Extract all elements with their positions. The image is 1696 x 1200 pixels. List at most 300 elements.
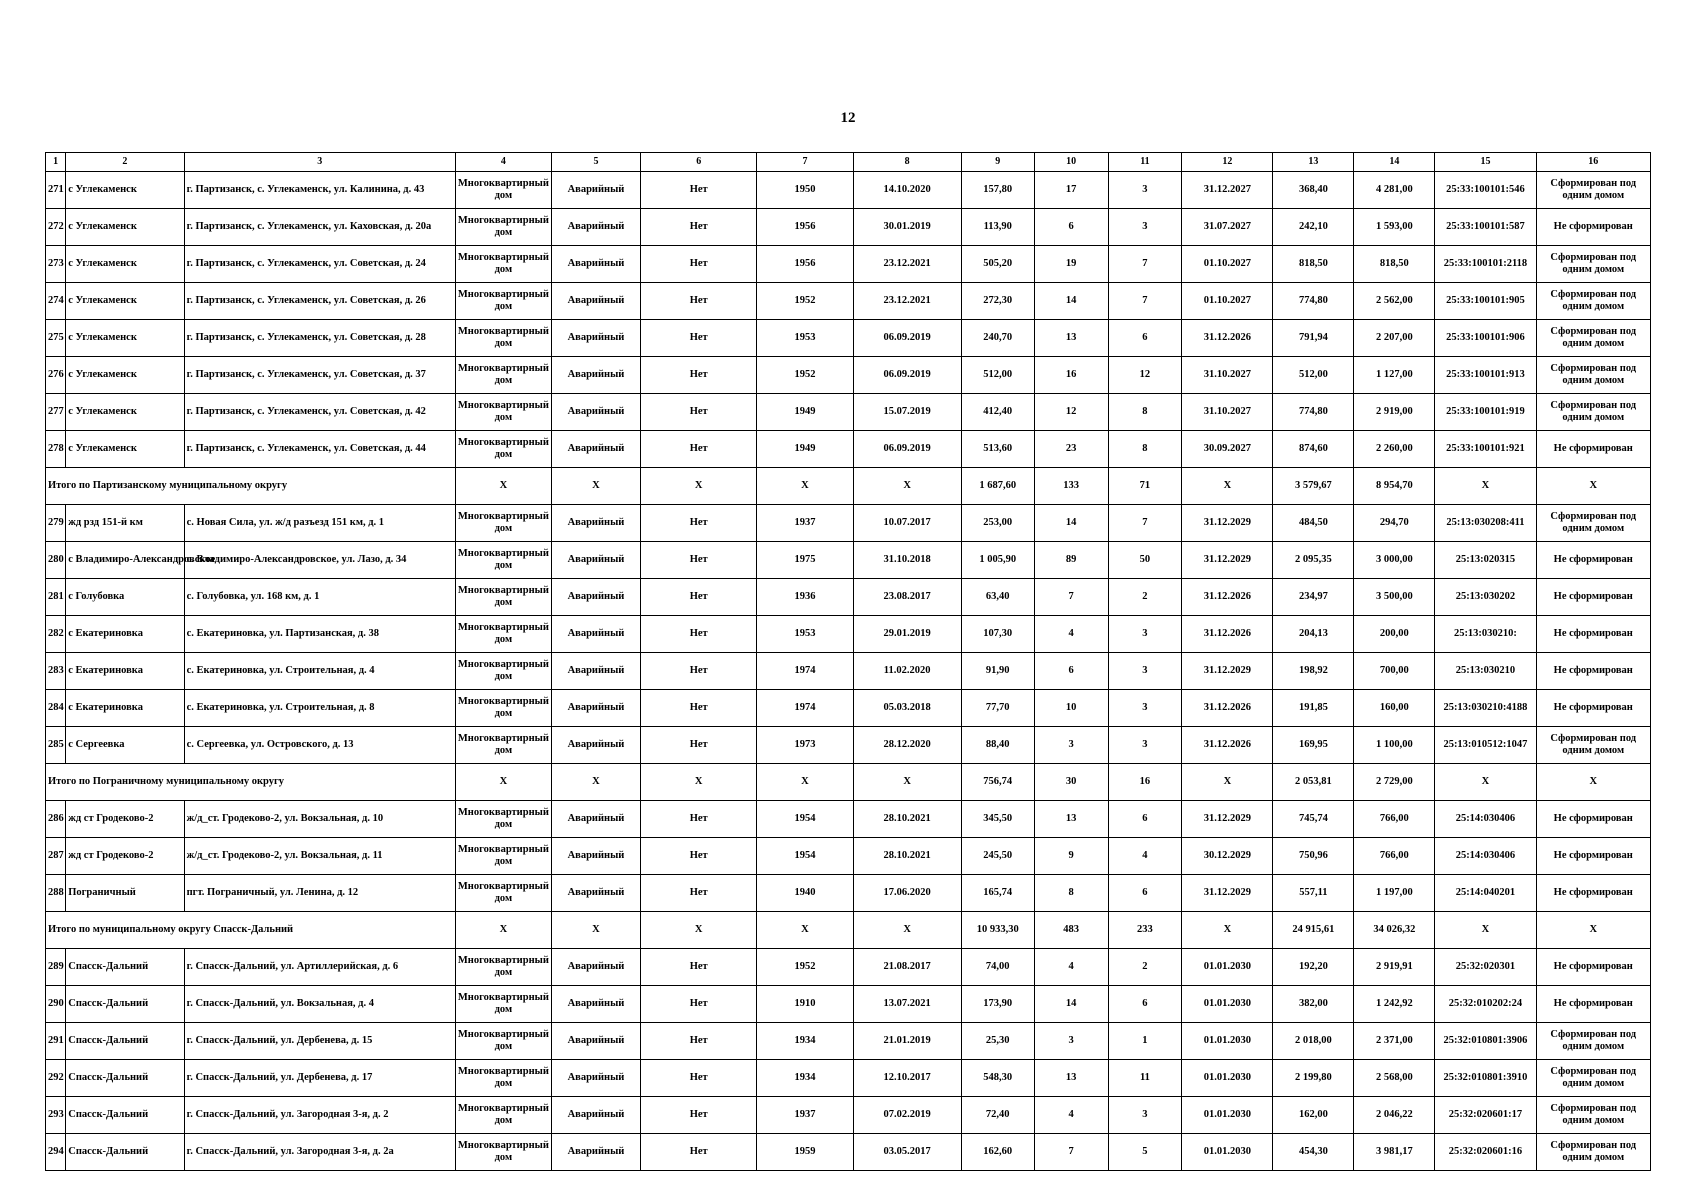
subtotal-cell: X	[1182, 912, 1273, 949]
table-cell: 05.03.2018	[853, 690, 961, 727]
table-cell: 31.12.2026	[1182, 727, 1273, 764]
table-cell: 281	[46, 579, 66, 616]
table-cell: 25:33:100101:587	[1435, 209, 1536, 246]
table-cell: Спасск-Дальний	[66, 1134, 184, 1171]
table-cell: с. Новая Сила, ул. ж/д разъезд 151 км, д. 1	[184, 505, 455, 542]
table-cell: 50	[1108, 542, 1182, 579]
table-cell: 25:14:030406	[1435, 801, 1536, 838]
table-cell: с Екатериновка	[66, 653, 184, 690]
table-cell: ж/д_ст. Гродеково-2, ул. Вокзальная, д. 11	[184, 838, 455, 875]
table-cell: Аварийный	[551, 579, 640, 616]
column-header: 10	[1034, 153, 1108, 172]
subtotal-cell: X	[1536, 764, 1650, 801]
table-cell: Аварийный	[551, 801, 640, 838]
table-row	[46, 357, 1651, 394]
table-cell: 557,11	[1273, 875, 1354, 912]
table-cell: 2 018,00	[1273, 1023, 1354, 1060]
table-cell: 2 199,80	[1273, 1060, 1354, 1097]
table-cell: 1910	[757, 986, 853, 1023]
subtotal-cell: 71	[1108, 468, 1182, 505]
table-cell: 280	[46, 542, 66, 579]
table-cell: Нет	[641, 949, 757, 986]
subtotal-cell: X	[853, 912, 961, 949]
table-cell: 31.10.2027	[1182, 357, 1273, 394]
table-cell: 13	[1034, 1060, 1108, 1097]
subtotal-cell: 3 579,67	[1273, 468, 1354, 505]
table-cell: 31.12.2026	[1182, 616, 1273, 653]
table-cell: Многоквартирный дом	[455, 1134, 551, 1171]
table-cell: 21.01.2019	[853, 1023, 961, 1060]
table-row	[46, 505, 1651, 542]
table-cell: Нет	[641, 394, 757, 431]
subtotal-cell: X	[757, 912, 853, 949]
column-header: 3	[184, 153, 455, 172]
table-cell: 1937	[757, 1097, 853, 1134]
table-cell: 3	[1034, 727, 1108, 764]
table-cell: Аварийный	[551, 209, 640, 246]
table-cell: Не сформирован	[1536, 579, 1650, 616]
subtotal-cell: 16	[1108, 764, 1182, 801]
table-cell: Сформирован под одним домом	[1536, 727, 1650, 764]
table-cell: 31.10.2027	[1182, 394, 1273, 431]
table-cell: 6	[1108, 875, 1182, 912]
table-cell: 25:13:030210	[1435, 653, 1536, 690]
table-cell: 700,00	[1354, 653, 1435, 690]
table-cell: 8	[1034, 875, 1108, 912]
table-cell: Аварийный	[551, 838, 640, 875]
table-cell: 275	[46, 320, 66, 357]
table-cell: 253,00	[961, 505, 1034, 542]
table-cell: 368,40	[1273, 172, 1354, 209]
table-cell: Спасск-Дальний	[66, 986, 184, 1023]
table-cell: г. Партизанск, с. Углекаменск, ул. Советская, д. 42	[184, 394, 455, 431]
table-cell: 6	[1108, 320, 1182, 357]
table-cell: 25:33:100101:921	[1435, 431, 1536, 468]
subtotal-cell: X	[757, 468, 853, 505]
subtotal-cell: X	[455, 764, 551, 801]
table-cell: 11.02.2020	[853, 653, 961, 690]
table-cell: 1940	[757, 875, 853, 912]
table-cell: 13.07.2021	[853, 986, 961, 1023]
table-cell: 23.12.2021	[853, 246, 961, 283]
table-cell: 01.01.2030	[1182, 986, 1273, 1023]
table-row	[46, 986, 1651, 1023]
table-cell: 25:13:010512:1047	[1435, 727, 1536, 764]
table-row	[46, 690, 1651, 727]
table-cell: 23.12.2021	[853, 283, 961, 320]
table-cell: Сформирован под одним домом	[1536, 1060, 1650, 1097]
table-cell: 31.12.2029	[1182, 801, 1273, 838]
table-cell: 290	[46, 986, 66, 1023]
table-cell: 14	[1034, 505, 1108, 542]
table-cell: с Владимиро-Александровское	[66, 542, 184, 579]
table-cell: 192,20	[1273, 949, 1354, 986]
table-cell: Многоквартирный дом	[455, 431, 551, 468]
table-cell: 16	[1034, 357, 1108, 394]
table-cell: 294,70	[1354, 505, 1435, 542]
table-cell: 382,00	[1273, 986, 1354, 1023]
table-cell: с Сергеевка	[66, 727, 184, 764]
table-cell: Сформирован под одним домом	[1536, 1097, 1650, 1134]
table-cell: 512,00	[1273, 357, 1354, 394]
subtotal-cell: X	[551, 764, 640, 801]
table-cell: жд ст Гродеково-2	[66, 801, 184, 838]
table-row	[46, 172, 1651, 209]
table-cell: Сформирован под одним домом	[1536, 394, 1650, 431]
table-cell: 2 260,00	[1354, 431, 1435, 468]
table-cell: 345,50	[961, 801, 1034, 838]
table-cell: Аварийный	[551, 727, 640, 764]
table-cell: 157,80	[961, 172, 1034, 209]
table-cell: 285	[46, 727, 66, 764]
table-cell: 2 046,22	[1354, 1097, 1435, 1134]
subtotal-cell: X	[455, 912, 551, 949]
table-cell: с Углекаменск	[66, 283, 184, 320]
table-cell: 25:32:010801:3906	[1435, 1023, 1536, 1060]
table-cell: 278	[46, 431, 66, 468]
table-cell: 160,00	[1354, 690, 1435, 727]
table-row	[46, 949, 1651, 986]
table-cell: Не сформирован	[1536, 875, 1650, 912]
table-cell: с Углекаменск	[66, 431, 184, 468]
table-cell: 25:33:100101:2118	[1435, 246, 1536, 283]
table-cell: Многоквартирный дом	[455, 505, 551, 542]
table-cell: 19	[1034, 246, 1108, 283]
table-cell: 6	[1108, 801, 1182, 838]
table-cell: 28.10.2021	[853, 838, 961, 875]
column-header: 16	[1536, 153, 1650, 172]
table-cell: Нет	[641, 283, 757, 320]
column-header: 8	[853, 153, 961, 172]
table-cell: Аварийный	[551, 986, 640, 1023]
table-cell: Многоквартирный дом	[455, 542, 551, 579]
table-cell: 3	[1108, 727, 1182, 764]
column-header: 11	[1108, 153, 1182, 172]
table-cell: 5	[1108, 1134, 1182, 1171]
table-row	[46, 283, 1651, 320]
column-header: 7	[757, 153, 853, 172]
table-cell: Не сформирован	[1536, 801, 1650, 838]
table-cell: 513,60	[961, 431, 1034, 468]
table-cell: 3 981,17	[1354, 1134, 1435, 1171]
table-cell: с Екатериновка	[66, 690, 184, 727]
table-cell: Нет	[641, 542, 757, 579]
table-row	[46, 616, 1651, 653]
column-header: 9	[961, 153, 1034, 172]
table-cell: Нет	[641, 1023, 757, 1060]
table-cell: 1959	[757, 1134, 853, 1171]
table-cell: 6	[1034, 653, 1108, 690]
table-cell: 28.12.2020	[853, 727, 961, 764]
table-cell: 17.06.2020	[853, 875, 961, 912]
table-cell: 06.09.2019	[853, 320, 961, 357]
table-cell: Аварийный	[551, 1097, 640, 1134]
table-cell: 31.12.2029	[1182, 542, 1273, 579]
table-cell: 25:33:100101:913	[1435, 357, 1536, 394]
table-cell: 273	[46, 246, 66, 283]
table-cell: Не сформирован	[1536, 986, 1650, 1023]
subtotal-cell: X	[1435, 912, 1536, 949]
subtotal-cell: X	[1182, 468, 1273, 505]
table-cell: Нет	[641, 838, 757, 875]
table-cell: Сформирован под одним домом	[1536, 357, 1650, 394]
table-cell: 31.12.2026	[1182, 320, 1273, 357]
table-cell: с Углекаменск	[66, 172, 184, 209]
table-cell: Нет	[641, 1060, 757, 1097]
column-header: 1	[46, 153, 66, 172]
table-cell: жд рзд 151-й км	[66, 505, 184, 542]
table-cell: 4	[1108, 838, 1182, 875]
table-cell: г. Партизанск, с. Углекаменск, ул. Советская, д. 44	[184, 431, 455, 468]
table-cell: с. Екатериновка, ул. Строительная, д. 4	[184, 653, 455, 690]
subtotal-cell: X	[757, 764, 853, 801]
table-cell: 1952	[757, 357, 853, 394]
table-row	[46, 801, 1651, 838]
table-cell: 3	[1108, 690, 1182, 727]
table-cell: г. Партизанск, с. Углекаменск, ул. Советская, д. 24	[184, 246, 455, 283]
table-cell: 505,20	[961, 246, 1034, 283]
table-cell: 30.09.2027	[1182, 431, 1273, 468]
table-cell: 162,60	[961, 1134, 1034, 1171]
table-row	[46, 431, 1651, 468]
table-cell: 01.01.2030	[1182, 1023, 1273, 1060]
table-cell: Не сформирован	[1536, 949, 1650, 986]
table-cell: Аварийный	[551, 394, 640, 431]
subtotal-label: Итого по Пограничному муниципальному округу	[46, 764, 456, 801]
table-cell: 7	[1108, 505, 1182, 542]
table-cell: Многоквартирный дом	[455, 246, 551, 283]
table-cell: Аварийный	[551, 283, 640, 320]
column-header: 14	[1354, 153, 1435, 172]
table-row	[46, 875, 1651, 912]
table-cell: 3	[1034, 1023, 1108, 1060]
table-cell: 8	[1108, 394, 1182, 431]
table-cell: 1950	[757, 172, 853, 209]
table-cell: 89	[1034, 542, 1108, 579]
table-cell: 14.10.2020	[853, 172, 961, 209]
table-cell: Спасск-Дальний	[66, 1097, 184, 1134]
table-cell: 2 371,00	[1354, 1023, 1435, 1060]
table-cell: Спасск-Дальний	[66, 1023, 184, 1060]
table-row	[46, 727, 1651, 764]
table-cell: Нет	[641, 505, 757, 542]
table-cell: Сформирован под одним домом	[1536, 246, 1650, 283]
table-cell: 1 197,00	[1354, 875, 1435, 912]
table-cell: 1	[1108, 1023, 1182, 1060]
table-cell: 3	[1108, 172, 1182, 209]
table-cell: Аварийный	[551, 616, 640, 653]
table-cell: Нет	[641, 616, 757, 653]
subtotal-cell: 8 954,70	[1354, 468, 1435, 505]
table-row	[46, 246, 1651, 283]
table-cell: 1 593,00	[1354, 209, 1435, 246]
page-number: 12	[840, 110, 856, 126]
table-cell: Нет	[641, 690, 757, 727]
table-cell: 1956	[757, 209, 853, 246]
table-cell: Спасск-Дальний	[66, 1060, 184, 1097]
table-cell: Нет	[641, 801, 757, 838]
table-cell: 287	[46, 838, 66, 875]
table-cell: 1934	[757, 1060, 853, 1097]
table-cell: 06.09.2019	[853, 431, 961, 468]
table-cell: 272	[46, 209, 66, 246]
table-cell: Аварийный	[551, 1060, 640, 1097]
table-cell: 292	[46, 1060, 66, 1097]
table-cell: Нет	[641, 1097, 757, 1134]
subtotal-cell: 30	[1034, 764, 1108, 801]
table-row	[46, 1134, 1651, 1171]
table-cell: 1949	[757, 431, 853, 468]
subtotal-cell: 2 053,81	[1273, 764, 1354, 801]
table-cell: 1956	[757, 246, 853, 283]
table-cell: 274	[46, 283, 66, 320]
table-cell: Многоквартирный дом	[455, 209, 551, 246]
table-cell: 31.12.2027	[1182, 172, 1273, 209]
table-cell: 1953	[757, 320, 853, 357]
table-cell: Многоквартирный дом	[455, 579, 551, 616]
table-cell: Многоквартирный дом	[455, 690, 551, 727]
table-cell: 1975	[757, 542, 853, 579]
table-cell: Нет	[641, 727, 757, 764]
subtotal-cell: X	[455, 468, 551, 505]
table-cell: 25:13:020315	[1435, 542, 1536, 579]
table-cell: Многоквартирный дом	[455, 616, 551, 653]
table-cell: 7	[1108, 246, 1182, 283]
table-cell: Не сформирован	[1536, 616, 1650, 653]
table-cell: 774,80	[1273, 283, 1354, 320]
table-cell: 279	[46, 505, 66, 542]
table-cell: 1973	[757, 727, 853, 764]
table-cell: 2 095,35	[1273, 542, 1354, 579]
table-cell: г. Партизанск, с. Углекаменск, ул. Каховская, д. 20а	[184, 209, 455, 246]
subtotal-cell: X	[641, 468, 757, 505]
table-cell: 484,50	[1273, 505, 1354, 542]
table-cell: Многоквартирный дом	[455, 1023, 551, 1060]
table-cell: 31.12.2029	[1182, 875, 1273, 912]
table-cell: Нет	[641, 172, 757, 209]
table-row	[46, 653, 1651, 690]
subtotal-cell: X	[641, 764, 757, 801]
table-cell: 191,85	[1273, 690, 1354, 727]
table-cell: 7	[1108, 283, 1182, 320]
subtotal-cell: 1 687,60	[961, 468, 1034, 505]
table-cell: Аварийный	[551, 320, 640, 357]
table-cell: 4	[1034, 1097, 1108, 1134]
table-cell: Многоквартирный дом	[455, 653, 551, 690]
table-cell: Аварийный	[551, 1023, 640, 1060]
table-cell: 288	[46, 875, 66, 912]
table-cell: 412,40	[961, 394, 1034, 431]
table-cell: 1954	[757, 838, 853, 875]
table-cell: 13	[1034, 320, 1108, 357]
table-cell: 3	[1108, 209, 1182, 246]
subtotal-cell: X	[551, 468, 640, 505]
table-cell: 3 500,00	[1354, 579, 1435, 616]
table-cell: 25:14:030406	[1435, 838, 1536, 875]
column-header: 4	[455, 153, 551, 172]
subtotal-cell: X	[641, 912, 757, 949]
table-cell: Сформирован под одним домом	[1536, 320, 1650, 357]
table-cell: 234,97	[1273, 579, 1354, 616]
table-cell: 31.12.2026	[1182, 579, 1273, 616]
table-cell: 169,95	[1273, 727, 1354, 764]
table-cell: 9	[1034, 838, 1108, 875]
column-header: 6	[641, 153, 757, 172]
table-cell: 01.01.2030	[1182, 1060, 1273, 1097]
table-cell: 31.07.2027	[1182, 209, 1273, 246]
table-cell: 745,74	[1273, 801, 1354, 838]
subtotal-cell: X	[551, 912, 640, 949]
subtotal-cell: 756,74	[961, 764, 1034, 801]
table-cell: г. Партизанск, с. Углекаменск, ул. Советская, д. 28	[184, 320, 455, 357]
table-cell: 25:32:010801:3910	[1435, 1060, 1536, 1097]
table-cell: Нет	[641, 246, 757, 283]
table-cell: 14	[1034, 283, 1108, 320]
table-cell: Многоквартирный дом	[455, 875, 551, 912]
table-cell: Не сформирован	[1536, 653, 1650, 690]
table-cell: 1 005,90	[961, 542, 1034, 579]
table-cell: 31.10.2018	[853, 542, 961, 579]
table-cell: с Екатериновка	[66, 616, 184, 653]
subtotal-cell: X	[1536, 912, 1650, 949]
table-cell: Аварийный	[551, 542, 640, 579]
subtotal-cell: 133	[1034, 468, 1108, 505]
table-cell: Сформирован под одним домом	[1536, 283, 1650, 320]
table-row	[46, 1060, 1651, 1097]
table-cell: 766,00	[1354, 838, 1435, 875]
table-row	[46, 1097, 1651, 1134]
table-cell: Сформирован под одним домом	[1536, 1023, 1650, 1060]
table-cell: 294	[46, 1134, 66, 1171]
table-cell: Нет	[641, 653, 757, 690]
subtotal-cell: 10 933,30	[961, 912, 1034, 949]
table-cell: с Голубовка	[66, 579, 184, 616]
table-cell: г. Спасск-Дальний, ул. Вокзальная, д. 4	[184, 986, 455, 1023]
table-cell: 286	[46, 801, 66, 838]
table-cell: 21.08.2017	[853, 949, 961, 986]
table-cell: 25:32:020601:17	[1435, 1097, 1536, 1134]
table-cell: 113,90	[961, 209, 1034, 246]
table-cell: 242,10	[1273, 209, 1354, 246]
table-cell: 28.10.2021	[853, 801, 961, 838]
subtotal-cell: 2 729,00	[1354, 764, 1435, 801]
table-cell: 454,30	[1273, 1134, 1354, 1171]
table-cell: Многоквартирный дом	[455, 801, 551, 838]
table-cell: с. Екатериновка, ул. Партизанская, д. 38	[184, 616, 455, 653]
table-cell: 2	[1108, 579, 1182, 616]
table-cell: 272,30	[961, 283, 1034, 320]
table-cell: 1953	[757, 616, 853, 653]
table-cell: 1952	[757, 949, 853, 986]
table-cell: пгт. Пограничный, ул. Ленина, д. 12	[184, 875, 455, 912]
table-cell: 25:32:020301	[1435, 949, 1536, 986]
table-cell: 3	[1108, 616, 1182, 653]
table-row	[46, 579, 1651, 616]
subtotal-cell: X	[1435, 764, 1536, 801]
table-cell: 1936	[757, 579, 853, 616]
table-cell: г. Спасск-Дальний, ул. Загородная 3-я, д. 2а	[184, 1134, 455, 1171]
table-cell: с. Сергеевка, ул. Островского, д. 13	[184, 727, 455, 764]
table-cell: 284	[46, 690, 66, 727]
table-cell: Не сформирован	[1536, 431, 1650, 468]
table-cell: Нет	[641, 357, 757, 394]
table-cell: 14	[1034, 986, 1108, 1023]
table-cell: Нет	[641, 875, 757, 912]
table-cell: 200,00	[1354, 616, 1435, 653]
column-header: 2	[66, 153, 184, 172]
table-cell: 25:33:100101:905	[1435, 283, 1536, 320]
table-cell: г. Партизанск, с. Углекаменск, ул. Калинина, д. 43	[184, 172, 455, 209]
